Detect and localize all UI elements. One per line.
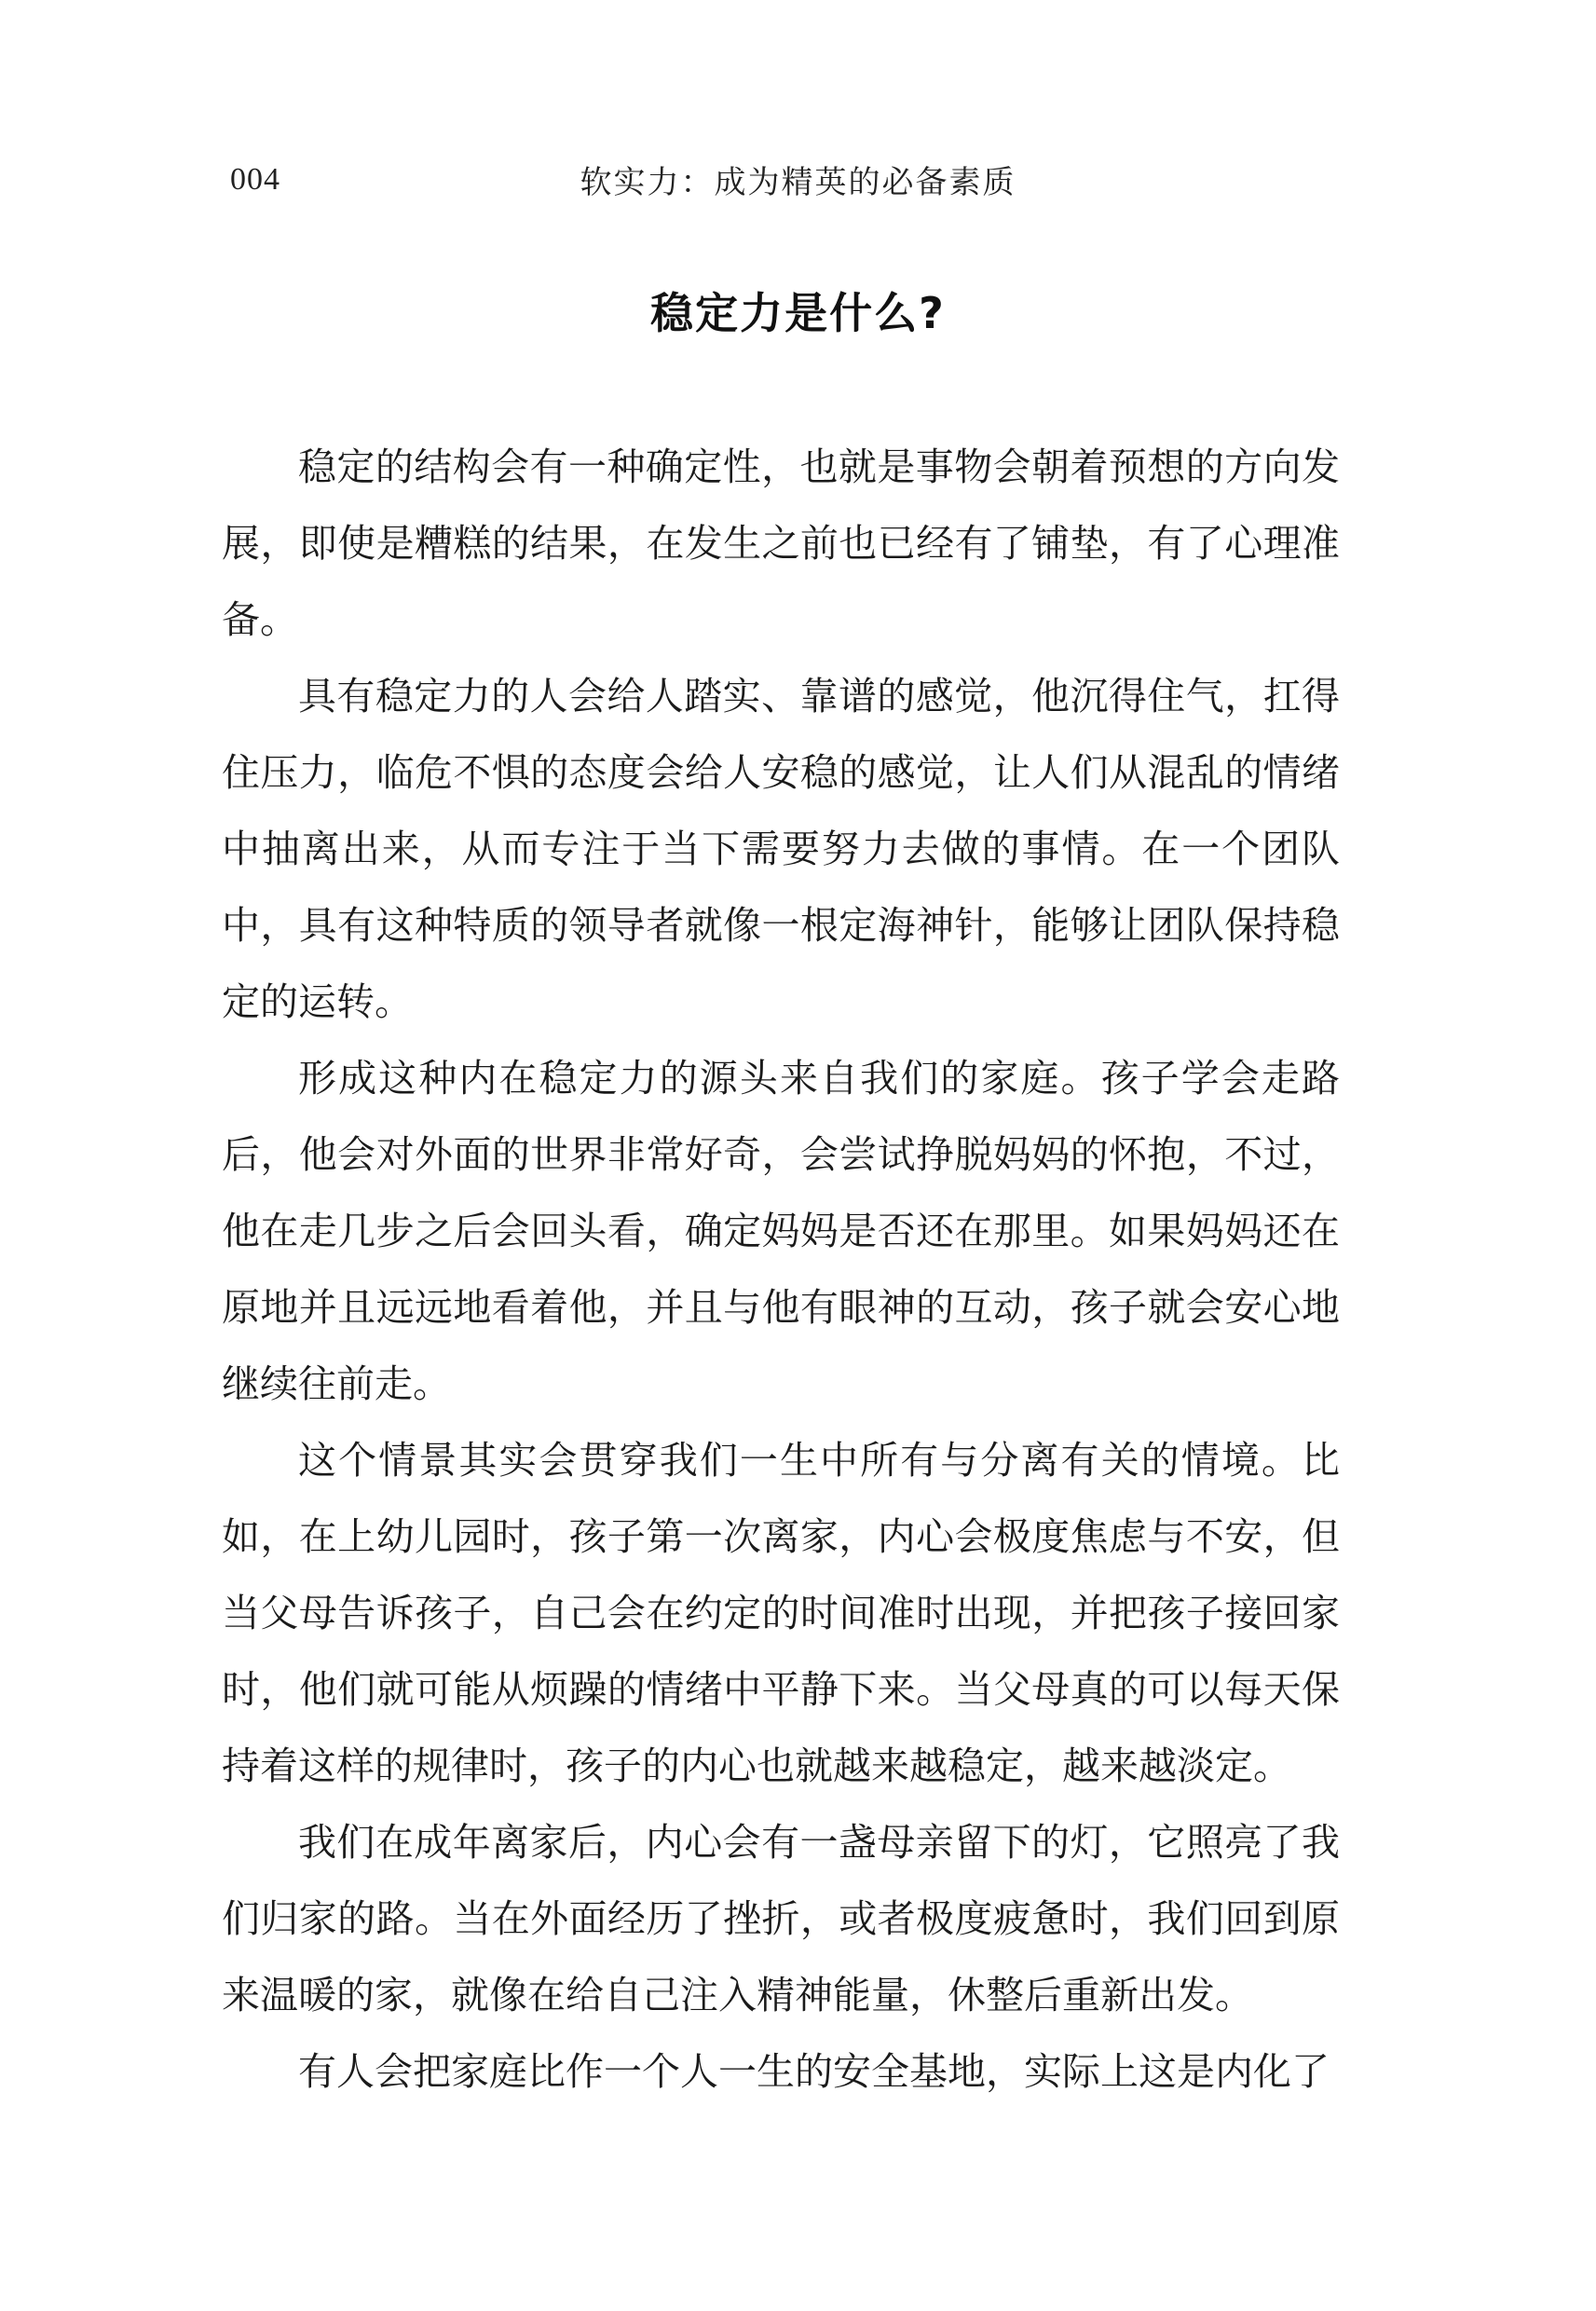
paragraph-4: 这个情景其实会贯穿我们一生中所有与分离有关的情境。比如，在上幼儿园时，孩子第一次离家，内心会极度焦虑与不安，但当父母告诉孩子，自己会在约定的时间准时出现，并把孩子接回家时，他们就可能从烦躁的情绪中平静下来。当父母真的可以每天保持着这样的规律时，孩子的内心也就越来越稳定，越来越淡定。 (222, 1438, 1340, 1788)
paragraph-2: 具有稳定力的人会给人踏实、靠谱的感觉，他沉得住气，扛得住压力，临危不惧的态度会给人安稳的感觉，让人们从混乱的情绪中抽离出来，从而专注于当下需要努力去做的事情。在一个团队中，具有这种特质的领导者就像一根定海神针，能够让团队保持稳定的运转。 (222, 674, 1340, 1024)
section-title: 稳定力是什么? (650, 288, 946, 338)
page-number: 004 (230, 162, 280, 197)
paragraph-1: 稳定的结构会有一种确定性，也就是事物会朝着预想的方向发展，即使是糟糕的结果，在发生之前也已经有了铺垫，有了心理准备。 (222, 444, 1340, 642)
running-title: 软实力：成为精英的必备素质 (580, 164, 1016, 201)
body-text (222, 429, 1340, 2110)
paragraph-5: 我们在成年离家后，内心会有一盏母亲留下的灯，它照亮了我们归家的路。当在外面经历了挫折，或者极度疲惫时，我们回到原来温暖的家，就像在给自己注入精神能量，休整后重新出发。 (222, 1820, 1340, 2017)
paragraph-3: 形成这种内在稳定力的源头来自我们的家庭。孩子学会走路后，他会对外面的世界非常好奇，会尝试挣脱妈妈的怀抱，不过，他在走几步之后会回头看，确定妈妈是否还在那里。如果妈妈还在原地并且远远地看着他，并且与他有眼神的互动，孩子就会安心地继续往前走。 (222, 1056, 1340, 1406)
paragraph-6: 有人会把家庭比作一个人一生的安全基地，实际上这是内化了 (298, 2049, 1330, 2094)
page-header (0, 157, 1596, 212)
